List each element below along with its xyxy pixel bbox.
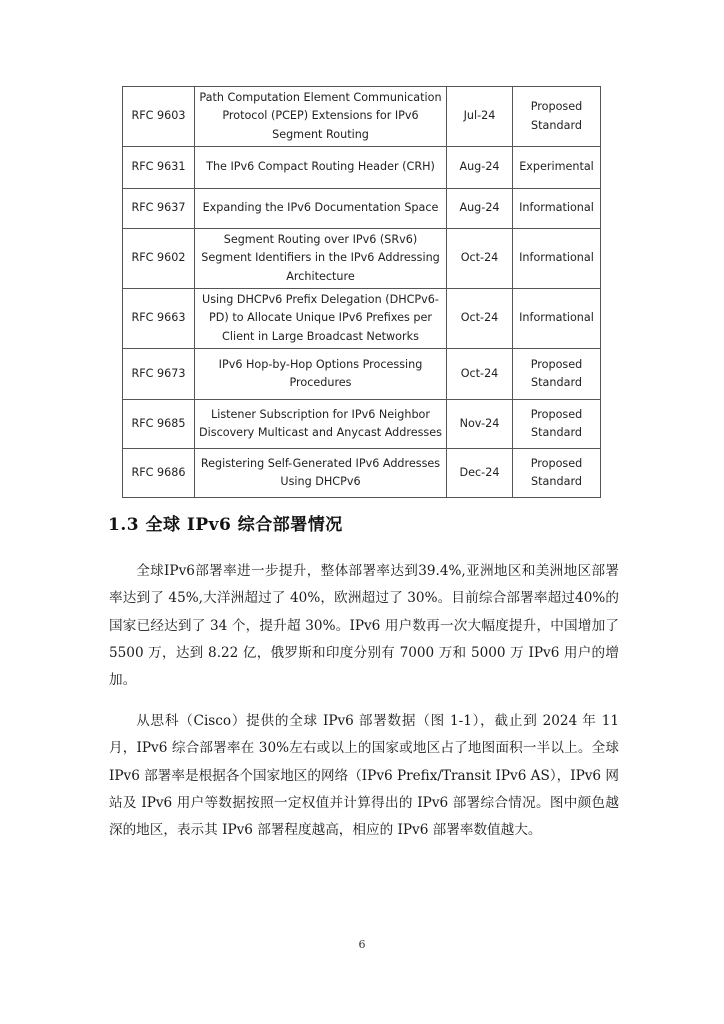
rfc-number: RFC 9603 xyxy=(123,87,195,147)
section-heading: 1.3 全球 IPv6 综合部署情况 xyxy=(108,515,343,535)
rfc-title: Segment Routing over IPv6 (SRv6) Segment Identifiers in the IPv6 Addressing Architecture xyxy=(195,229,447,289)
rfc-status: Proposed Standard xyxy=(513,400,601,449)
rfc-status: Informational xyxy=(513,189,601,229)
rfc-title: Using DHCPv6 Prefix Delegation (DHCPv6-PD) to Allocate Unique IPv6 Prefixes per Client in Large Broadcast Networks xyxy=(195,289,447,349)
table-row xyxy=(123,449,601,498)
table-row xyxy=(123,400,601,449)
rfc-number: RFC 9685 xyxy=(123,400,195,449)
rfc-date: Jul-24 xyxy=(447,87,513,147)
rfc-status: Proposed Standard xyxy=(513,349,601,400)
body-paragraph: 从思科（Cisco）提供的全球 IPv6 部署数据（图 1-1），截止到 2024 年 11 月，IPv6 综合部署率在 30%左右或以上的国家或地区占了地图面积一半以上。全球 IPv6 部署率是根据各个国家地区的网络（IPv6 Prefix/Transit IPv6 AS），IPv6 网站及 IPv6 用户等数据按照一定权值并计算得出的 IPv6 部署综合情况。图中颜色越深的地区，表示其 IPv6 部署程度越高，相应的 IPv6 部署率数值越大。 xyxy=(109,713,619,839)
page-number: 6 xyxy=(358,938,366,951)
rfc-date: Oct-24 xyxy=(447,349,513,400)
table-row xyxy=(123,289,601,349)
table-row xyxy=(123,147,601,189)
rfc-number: RFC 9673 xyxy=(123,349,195,400)
rfc-status: Informational xyxy=(513,229,601,289)
rfc-title: IPv6 Hop-by-Hop Options Processing Procedures xyxy=(195,349,447,400)
rfc-table xyxy=(122,86,601,498)
rfc-status: Proposed Standard xyxy=(513,449,601,498)
rfc-status: Proposed Standard xyxy=(513,87,601,147)
rfc-status: Experimental xyxy=(513,147,601,189)
rfc-date: Oct-24 xyxy=(447,229,513,289)
table-row xyxy=(123,87,601,147)
rfc-number: RFC 9637 xyxy=(123,189,195,229)
table-row xyxy=(123,349,601,400)
table-row xyxy=(123,229,601,289)
rfc-title: Registering Self-Generated IPv6 Addresses Using DHCPv6 xyxy=(195,449,447,498)
rfc-title: Listener Subscription for IPv6 Neighbor Discovery Multicast and Anycast Addresses xyxy=(195,400,447,449)
rfc-number: RFC 9686 xyxy=(123,449,195,498)
rfc-number: RFC 9663 xyxy=(123,289,195,349)
rfc-status: Informational xyxy=(513,289,601,349)
rfc-date: Oct-24 xyxy=(447,289,513,349)
rfc-date: Aug-24 xyxy=(447,189,513,229)
rfc-date: Nov-24 xyxy=(447,400,513,449)
rfc-title: Path Computation Element Communication Protocol (PCEP) Extensions for IPv6 Segment Routing xyxy=(195,87,447,147)
table-row xyxy=(123,189,601,229)
rfc-date: Aug-24 xyxy=(447,147,513,189)
rfc-title: The IPv6 Compact Routing Header (CRH) xyxy=(195,147,447,189)
rfc-title: Expanding the IPv6 Documentation Space xyxy=(195,189,447,229)
rfc-date: Dec-24 xyxy=(447,449,513,498)
rfc-number: RFC 9602 xyxy=(123,229,195,289)
rfc-number: RFC 9631 xyxy=(123,147,195,189)
body-paragraph: 全球IPv6部署率进一步提升，整体部署率达到39.4%,亚洲地区和美洲地区部署率达到了 45%,大洋洲超过了 40%，欧洲超过了 30%。目前综合部署率超过40%的国家已经达到了 34 个，提升超 30%。IPv6 用户数再一次大幅度提升，中国增加了 5500 万，达到 8.22 亿，俄罗斯和印度分别有 7000 万和 5000 万 IPv6 用户的增加。 xyxy=(109,563,619,689)
